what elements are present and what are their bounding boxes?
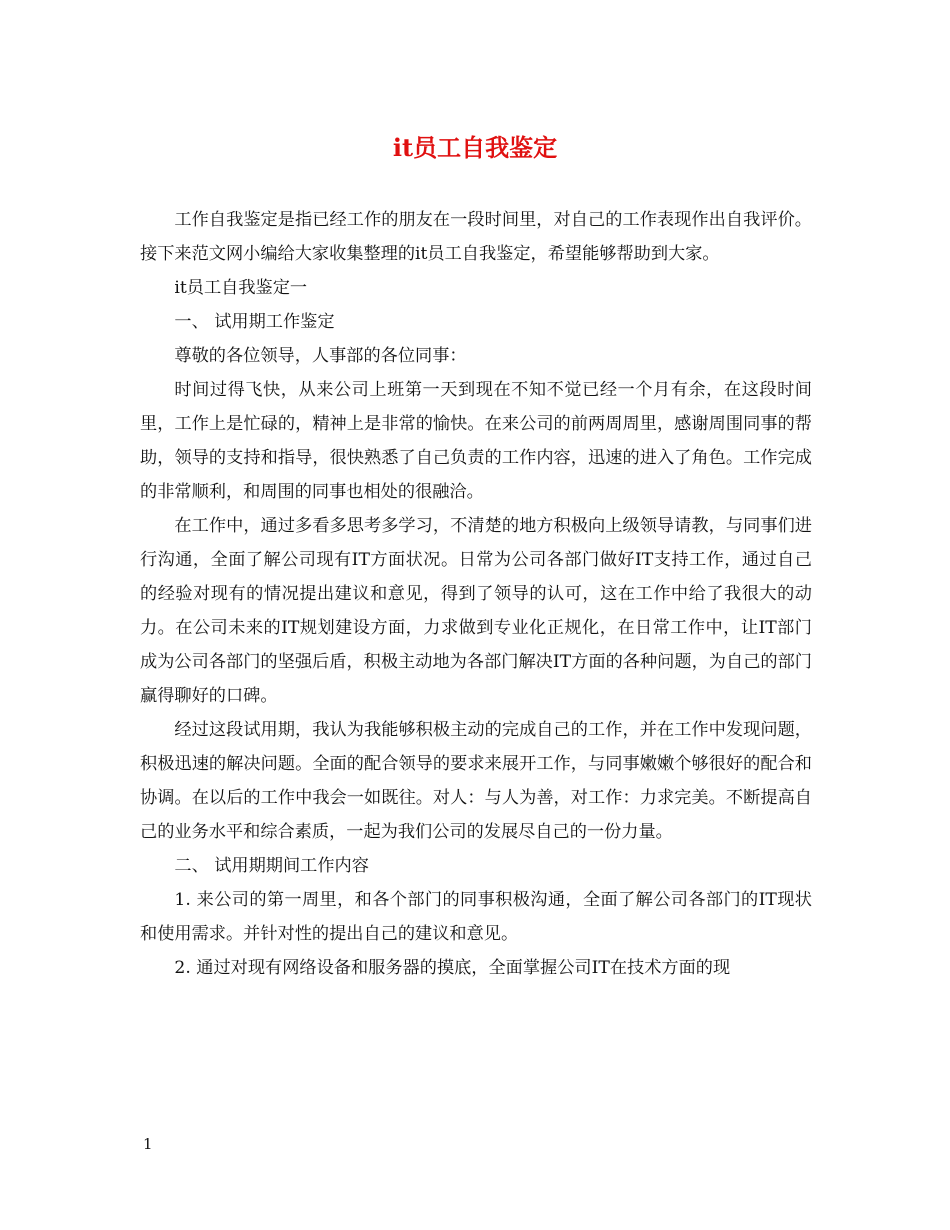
document-title: it员工自我鉴定 [392,133,558,162]
body-paragraph: 经过这段试用期，我认为我能够积极主动的完成自己的工作，并在工作中发现问题，积极迅速的解决问题。全面的配合领导的要求来展开工作，与同事嫩嫩个够很好的配合和协调。在以后的工作中我会一如既往。对人：与人为善，对工作：力求完美。不断提高自己的业务水平和综合素质，一起为我们公司的发展尽自己的一份力量。 [140,720,812,842]
salutation: 尊敬的各位领导，人事部的各位同事： [174,346,467,366]
intro-paragraph: 工作自我鉴定是指已经工作的朋友在一段时间里，对自己的工作表现作出自我评价。接下来范文网小编给大家收集整理的it员工自我鉴定，希望能够帮助到大家。 [140,210,812,264]
document-body [140,203,812,985]
section-heading-1: it员工自我鉴定一 [174,278,308,298]
subsection-heading-2: 二、 试用期期间工作内容 [174,856,369,876]
page-number: 1 [143,1135,153,1153]
list-item: 1. 来公司的第一周里，和各个部门的同事积极沟通，全面了解公司各部门的IT现状和使用需求。并针对性的提出自己的建议和意见。 [140,890,812,944]
subsection-heading-1: 一、 试用期工作鉴定 [174,312,335,332]
body-paragraph: 在工作中，通过多看多思考多学习，不清楚的地方积极向上级领导请教，与同事们进行沟通，全面了解公司现有IT方面状况。日常为公司各部门做好IT支持工作，通过自己的经验对现有的情况提出建议和意见，得到了领导的认可，这在工作中给了我很大的动力。在公司未来的IT规划建设方面，力求做到专业化正规化，在日常工作中，让IT部门成为公司各部门的坚强后盾，积极主动地为各部门解决IT方面的各种问题，为自己的部门赢得聊好的口碑。 [140,516,812,706]
list-item: 2. 通过对现有网络设备和服务器的摸底，全面掌握公司IT在技术方面的现 [174,958,731,978]
body-paragraph: 时间过得飞快，从来公司上班第一天到现在不知不觉已经一个月有余，在这段时间里，工作上是忙碌的，精神上是非常的愉快。在来公司的前两周周里，感谢周围同事的帮助，领导的支持和指导，很快熟悉了自己负责的工作内容，迅速的进入了角色。工作完成的非常顺利，和周围的同事也相处的很融洽。 [140,380,812,502]
